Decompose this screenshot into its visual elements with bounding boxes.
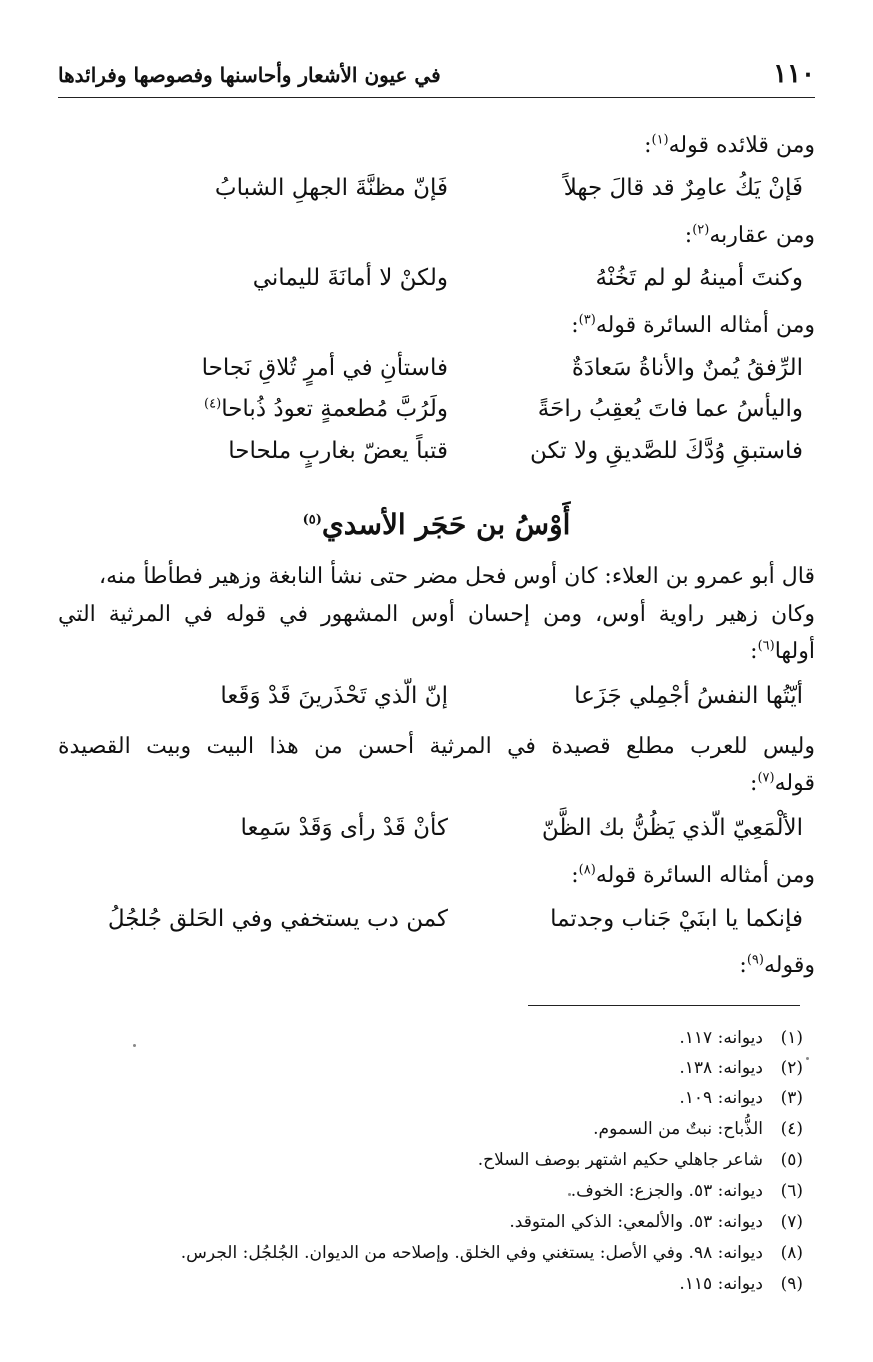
paragraph-colon: :: [750, 771, 758, 796]
first-hemistich: فَإنْ يَكُ عامِرٌ قد قالَ جهلاً: [563, 175, 803, 201]
intro-text: ومن أمثاله السائرة قوله: [595, 863, 815, 888]
running-title: في عيون الأشعار وأحاسنها وفصوصها وفرائدها: [58, 63, 441, 87]
footnote-ref: (٤): [204, 396, 222, 412]
footnote-number: (٣): [780, 1088, 803, 1108]
intro-text: ومن قلائده قوله: [668, 133, 815, 158]
verse-2: [118, 262, 803, 294]
footnote-text: ديوانه: ١٣٨.: [679, 1058, 763, 1078]
footnote-ref: (٩): [746, 952, 764, 968]
footnote-ref: (٢): [692, 222, 710, 238]
footnote-number: (٧): [780, 1212, 803, 1232]
footnote-text: ديوانه: ٥٣. والألمعي: الذكي المتوقد.: [509, 1212, 763, 1232]
footnote-rule: [528, 1005, 800, 1006]
intro-line-4: [58, 862, 815, 890]
intro-text: ومن عقاربه: [709, 223, 815, 248]
footnote-text: ديوانه: ١١٥.: [679, 1274, 763, 1294]
verse-1: [118, 172, 803, 204]
intro-colon: :: [644, 133, 652, 158]
verse-4: [118, 393, 803, 425]
footnote-number: (٥): [780, 1150, 803, 1170]
intro-colon: :: [684, 223, 693, 248]
footnote: [58, 1056, 803, 1080]
footnote-ref: (١): [651, 132, 669, 148]
footnote-text: ديوانه: ١٠٩.: [679, 1088, 763, 1108]
footnote-ref: (٣): [578, 312, 596, 328]
second-hemistich: كمن دب يستخفي وفي الحَلق جُلجُلُ: [107, 906, 448, 932]
footnote-number: (٤): [780, 1119, 803, 1139]
verse-3: [118, 352, 803, 384]
section-title-text: أَوْسُ بن حَجَر الأسدي: [321, 508, 571, 541]
footnote-number: (٩): [780, 1274, 803, 1294]
footnote: [58, 1148, 803, 1172]
second-hemistich: [118, 393, 448, 425]
intro-line-5: [58, 952, 815, 980]
verse-8: [107, 903, 803, 935]
intro-colon: :: [571, 863, 579, 888]
second-hemistich: فاستأنِ في أمرٍ تُلاقِ نَجاحا: [201, 355, 448, 381]
section-title: [0, 505, 873, 545]
paragraph-text: أولها: [774, 639, 815, 664]
footnote-number: (١): [780, 1028, 803, 1048]
second-hemistich: إنّ الّذي تَحْذَرينَ قَدْ وَقَعا: [220, 683, 448, 709]
scan-speck: [568, 1193, 571, 1196]
verse-7: [118, 812, 803, 844]
footnote-ref: (٦): [757, 638, 775, 654]
first-hemistich: الألْمَعِيّ الّذي يَظُنُّ بك الظَّنّ: [541, 815, 803, 841]
paragraph-2-line-1: وليس للعرب مطلع قصيدة في المرثية أحسن من هذا البيت وبيت القصيدة: [58, 734, 815, 759]
footnote-text: ديوانه: ٩٨. وفي الأصل: يستغني وفي الخلق. وإصلاحه من الديوان. الجُلجُل: الجرس.: [180, 1243, 763, 1263]
intro-line-3: [58, 312, 815, 340]
verse-5: [118, 435, 803, 467]
paragraph-1-line-3: [58, 638, 815, 666]
footnote-ref: (٧): [757, 770, 775, 786]
page-header: [58, 55, 815, 97]
footnote-number: (٨): [780, 1243, 803, 1263]
paragraph-text: قوله: [774, 771, 815, 796]
footnote-number: (٦): [780, 1181, 803, 1201]
page-number: ١١٠: [773, 59, 815, 89]
second-hemistich-text: ولَرُبَّ مُطعمةٍ تعودُ ذُباحا: [221, 396, 448, 422]
footnote-text: ديوانه: ١١٧.: [679, 1028, 763, 1048]
first-hemistich: فاستبقِ وُدَّكَ للصَّديقِ ولا تكن: [530, 438, 803, 464]
intro-colon: :: [571, 313, 579, 338]
footnote: [58, 1117, 803, 1141]
first-hemistich: فإنكما يا ابنَيْ جَناب وجدتما: [550, 906, 803, 932]
first-hemistich: الرِّفقُ يُمنٌ والأناةُ سَعادَةٌ: [571, 355, 803, 381]
footnote-text: شاعر جاهلي حكيم اشتهر بوصف السلاح.: [477, 1150, 763, 1170]
paragraph-colon: :: [750, 639, 758, 664]
footnote: [58, 1241, 803, 1265]
footnote-ref: (٨): [578, 862, 596, 878]
verse-6: [118, 680, 803, 712]
scan-speck: [806, 1057, 809, 1060]
footnote-text: ديوانه: ٥٣. والجزع: الخوف.: [570, 1181, 763, 1201]
scan-speck: [133, 1044, 136, 1047]
footnote-number: (٢): [780, 1058, 803, 1078]
footnote: [58, 1086, 803, 1110]
footnote: [58, 1272, 803, 1296]
first-hemistich: واليأسُ عما فاتَ يُعقِبُ راحَةً: [537, 396, 803, 422]
paragraph-1-line-2: وكان زهير راوية أوس، ومن إحسان أوس المشهور في قوله في المرثية التي: [58, 602, 815, 627]
second-hemistich: ولكنْ لا أمانَةَ لليماني: [252, 265, 448, 291]
intro-line-2: [58, 222, 815, 250]
first-hemistich: أيّتُها النفسُ أجْمِلي جَزَعا: [574, 683, 803, 709]
first-hemistich: وكنتَ أمينهُ لو لم تَخُنْهُ: [595, 265, 803, 291]
paragraph-2-line-2: [58, 770, 815, 798]
second-hemistich: فَإنّ مظنَّةَ الجهلِ الشبابُ: [214, 175, 448, 201]
intro-text: وقوله: [763, 953, 815, 978]
second-hemistich: قتباً يعضّ بغاربٍ ملحاحا: [228, 438, 448, 464]
intro-text: ومن أمثاله السائرة قوله: [595, 313, 815, 338]
footnote-text: الذُّباح: نبتٌ من السموم.: [593, 1119, 763, 1139]
intro-colon: :: [739, 953, 747, 978]
footnote-ref: (٥): [302, 512, 322, 528]
intro-line-1: [58, 132, 815, 160]
second-hemistich: كأنْ قَدْ رأى وَقَدْ سَمِعا: [240, 815, 448, 841]
header-rule: [58, 97, 815, 98]
footnote: [58, 1026, 803, 1050]
footnote: [58, 1179, 803, 1203]
footnote: [58, 1210, 803, 1234]
paragraph-1-line-1: قال أبو عمرو بن العلاء: كان أوس فحل مضر حتى نشأ النابغة وزهير فطأطأ منه،: [99, 564, 815, 589]
